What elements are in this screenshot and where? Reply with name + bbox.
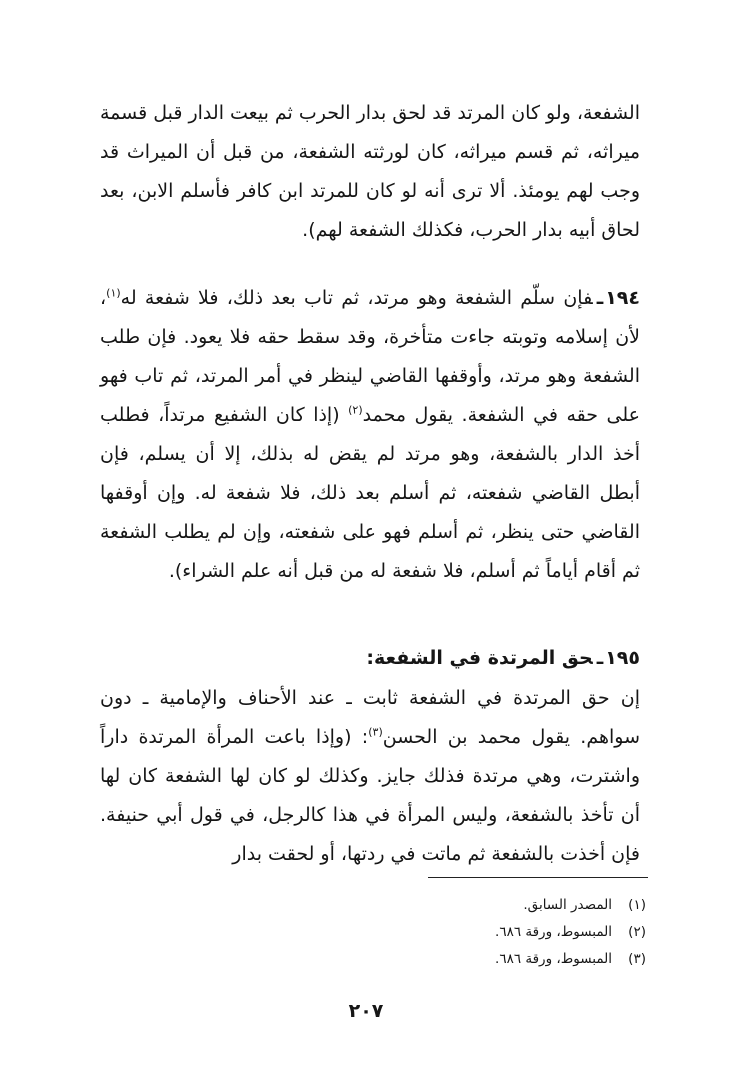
- footnote-2: [246, 919, 646, 946]
- footnote-ref-3[interactable]: (٣): [368, 725, 383, 739]
- footnote-3: [246, 946, 646, 973]
- section-195-text-a: إن حق المرتدة في الشفعة ثابت ـ عند الأحناف والإمامية ـ دون سواهم. يقول محمد بن الحسن: [100, 687, 640, 748]
- section-195-heading: [100, 639, 640, 678]
- footnote-text: المبسوط، ورقة ٦٨٦.: [495, 924, 612, 940]
- section-195-number: ١٩٥: [605, 647, 640, 669]
- intro-paragraph: [100, 94, 640, 250]
- footnotes: [246, 892, 646, 973]
- footnote-ref-2[interactable]: (٢): [348, 403, 363, 417]
- section-194-text-a: فإن سلّم الشفعة وهو مرتد، ثم تاب بعد ذلك، فلا شفعة له: [120, 287, 593, 309]
- footnote-number: (١): [628, 897, 646, 913]
- section-194-dash: ـ: [596, 287, 604, 309]
- section-195-title: حق المرتدة في الشفعة:: [366, 647, 593, 669]
- footnote-number: (٣): [628, 951, 646, 967]
- page-number: ٢٠٧: [348, 1000, 384, 1022]
- section-195-dash: ـ: [596, 647, 604, 669]
- section-194-text-c: (إذا كان الشفيع مرتداً، فطلب أخذ الدار بالشفعة، وهو مرتد لم يقض له بذلك، إلا أن يسلم، فإن أبطل القاضي شفعته، ثم أسلم بعد ذلك، فلا شفعة له. وإن أوقفها القاضي حتى ينظر، ثم أسلم فهو على شفعته، وإن لم يطلب الشفعة ثم أقام أياماً ثم أسلم، فلا شفعة له من قبل أنه علم الشراء).: [100, 404, 640, 582]
- footnote-ref-1[interactable]: (١): [106, 286, 121, 300]
- footnote-number: (٢): [628, 924, 646, 940]
- footnote-divider: [428, 877, 648, 878]
- section-195-paragraph: [100, 679, 640, 874]
- intro-text: الشفعة، ولو كان المرتد قد لحق بدار الحرب ثم بيعت الدار قبل قسمة ميراثه، ثم قسم ميراثه، كان لورثته الشفعة، من قبل أن الميراث قد وجب لهم يومئذ. ألا ترى أنه لو كان للمرتد ابن كافر فأسلم الابن، بعد لحاق أبيه بدار الحرب، فكذلك الشفعة لهم).: [99, 102, 640, 241]
- footnote-1: [246, 892, 646, 919]
- section-194-paragraph: [100, 279, 640, 591]
- section-194-text-b: ، لأن إسلامه وتوبته جاءت متأخرة، وقد سقط حقه فلا يعود. فإن طلب الشفعة وهو مرتد، وأوقفها القاضي لينظر في أمر المرتد، ثم تاب فهو على حقه في الشفعة. يقول محمد: [100, 287, 640, 426]
- section-195-text-b: : (وإذا باعت المرأة المرتدة داراً واشترت، وهي مرتدة فذلك جايز. وكذلك لو كان لها الشفعة كان لها أن تأخذ بالشفعة، وليس المرأة في هذا كالرجل، في قول أبي حنيفة. فإن أخذت بالشفعة ثم ماتت في ردتها، أو لحقت بدار: [100, 726, 640, 865]
- section-194-number: ١٩٤: [605, 287, 640, 309]
- footnote-text: المصدر السابق.: [523, 897, 612, 913]
- footnote-text: المبسوط، ورقة ٦٨٦.: [495, 951, 612, 967]
